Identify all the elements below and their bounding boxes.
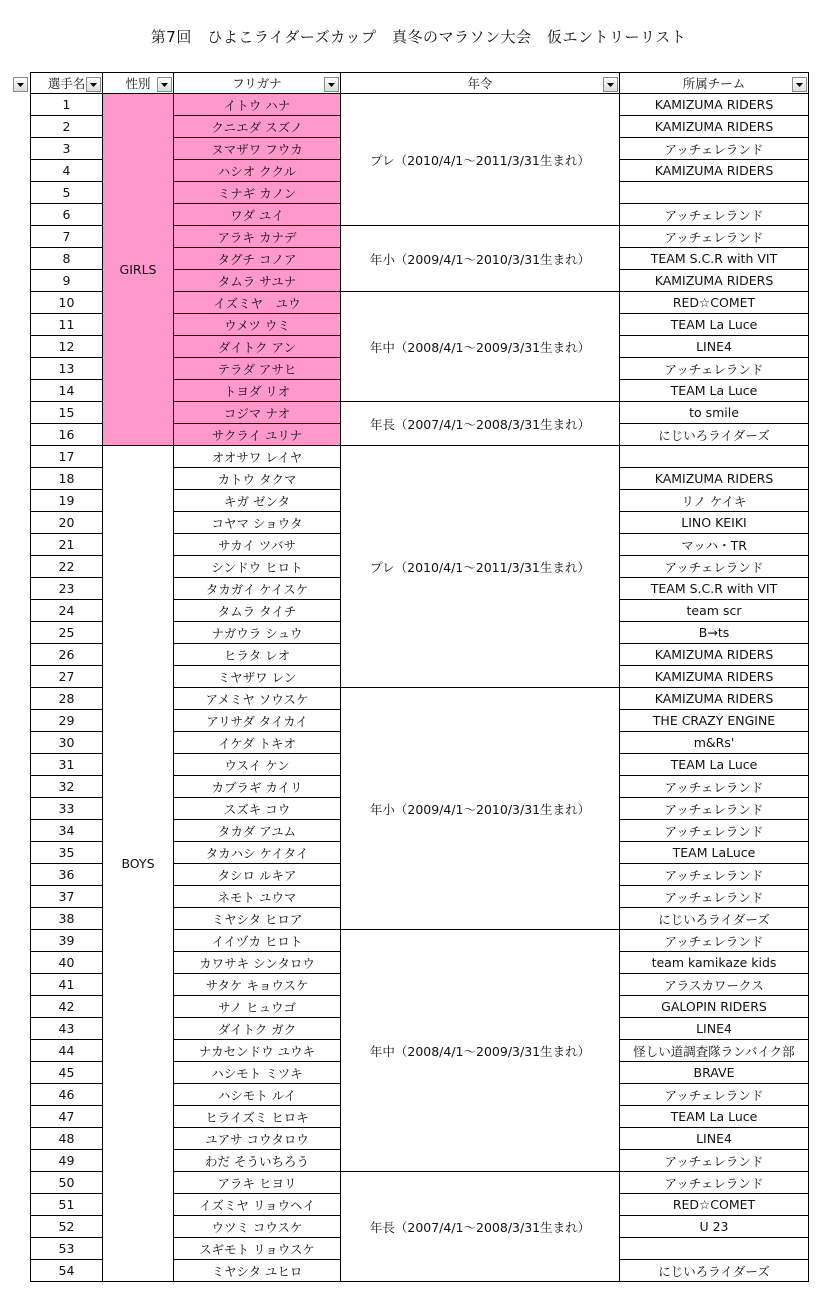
furigana-cell: ハシオ ククル xyxy=(173,159,341,182)
entry-number-cell: 49 xyxy=(30,1149,103,1172)
furigana-cell: ダイトク アン xyxy=(173,335,341,358)
entry-number-cell: 9 xyxy=(30,269,103,292)
furigana-cell: アラキ ヒヨリ xyxy=(173,1171,341,1194)
team-cell: team scr xyxy=(619,599,809,622)
dropdown-arrow-icon xyxy=(90,83,97,87)
team-cell: アッチェレランド xyxy=(619,203,809,226)
entry-number-cell: 1 xyxy=(30,93,103,116)
furigana-cell: イケダ トキオ xyxy=(173,731,341,754)
entry-number-cell: 31 xyxy=(30,753,103,776)
entry-number-cell: 8 xyxy=(30,247,103,270)
furigana-cell: タカガイ ケイスケ xyxy=(173,577,341,600)
entry-number-cell: 34 xyxy=(30,819,103,842)
entry-number-cell: 54 xyxy=(30,1259,103,1282)
filter-button-gender[interactable] xyxy=(157,77,172,92)
furigana-cell: サノ ヒュウゴ xyxy=(173,995,341,1018)
team-cell: アッチェレランド xyxy=(619,225,809,248)
entry-number-cell: 18 xyxy=(30,467,103,490)
gender-cell-girls: GIRLS xyxy=(102,93,174,446)
dropdown-arrow-icon xyxy=(796,83,803,87)
header-furigana: フリガナ xyxy=(173,72,341,94)
team-cell: アッチェレランド xyxy=(619,1083,809,1106)
entry-number-cell: 48 xyxy=(30,1127,103,1150)
entry-number-cell: 51 xyxy=(30,1193,103,1216)
entry-number-cell: 5 xyxy=(30,181,103,204)
furigana-cell: ミヤシタ ユヒロ xyxy=(173,1259,341,1282)
furigana-cell: コジマ ナオ xyxy=(173,401,341,424)
furigana-cell: ネモト ユウマ xyxy=(173,885,341,908)
age-category-cell: 年長（2007/4/1～2008/3/31生まれ） xyxy=(340,1171,620,1282)
team-cell: KAMIZUMA RIDERS xyxy=(619,269,809,292)
team-cell: KAMIZUMA RIDERS xyxy=(619,115,809,138)
furigana-cell: イイヅカ ヒロト xyxy=(173,929,341,952)
furigana-cell: ミナギ カノン xyxy=(173,181,341,204)
entry-number-cell: 20 xyxy=(30,511,103,534)
filter-button-number[interactable] xyxy=(86,77,101,92)
entry-number-cell: 37 xyxy=(30,885,103,908)
team-cell: TEAM La Luce xyxy=(619,379,809,402)
furigana-cell: タムラ サユナ xyxy=(173,269,341,292)
team-cell: アッチェレランド xyxy=(619,797,809,820)
entry-number-cell: 13 xyxy=(30,357,103,380)
filter-button-row[interactable] xyxy=(13,77,28,92)
dropdown-arrow-icon xyxy=(607,83,614,87)
team-cell: アッチェレランド xyxy=(619,555,809,578)
dropdown-arrow-icon xyxy=(17,83,24,87)
furigana-cell: イズミヤ ユウ xyxy=(173,291,341,314)
furigana-cell: ナガウラ シュウ xyxy=(173,621,341,644)
entry-number-cell: 36 xyxy=(30,863,103,886)
header-number: 選手名 xyxy=(30,72,103,94)
furigana-cell: タカダ アユム xyxy=(173,819,341,842)
team-cell: LINE4 xyxy=(619,335,809,358)
entry-number-cell: 52 xyxy=(30,1215,103,1238)
entry-number-cell: 3 xyxy=(30,137,103,160)
team-cell: KAMIZUMA RIDERS xyxy=(619,93,809,116)
team-cell: RED☆COMET xyxy=(619,1193,809,1216)
age-category-cell: 年長（2007/4/1～2008/3/31生まれ） xyxy=(340,401,620,446)
team-cell: to smile xyxy=(619,401,809,424)
furigana-cell: テラダ アサヒ xyxy=(173,357,341,380)
furigana-cell: クニエダ スズノ xyxy=(173,115,341,138)
entry-number-cell: 16 xyxy=(30,423,103,446)
furigana-cell: ダイトク ガク xyxy=(173,1017,341,1040)
team-cell: TEAM La Luce xyxy=(619,753,809,776)
furigana-cell: カトウ タクマ xyxy=(173,467,341,490)
team-cell: アッチェレランド xyxy=(619,775,809,798)
furigana-cell: タカハシ ケイタイ xyxy=(173,841,341,864)
team-cell: にじいろライダーズ xyxy=(619,1259,809,1282)
team-cell: TEAM LaLuce xyxy=(619,841,809,864)
entry-number-cell: 11 xyxy=(30,313,103,336)
furigana-cell: ワダ ユイ xyxy=(173,203,341,226)
team-cell: にじいろライダーズ xyxy=(619,907,809,930)
team-cell: U 23 xyxy=(619,1215,809,1238)
team-cell: TEAM La Luce xyxy=(619,313,809,336)
team-cell: マッハ・TR xyxy=(619,533,809,556)
team-cell: LINE4 xyxy=(619,1017,809,1040)
furigana-cell: ヒライズミ ヒロキ xyxy=(173,1105,341,1128)
furigana-cell: スズキ コウ xyxy=(173,797,341,820)
age-category-cell: 年小（2009/4/1～2010/3/31生まれ） xyxy=(340,687,620,930)
entry-number-cell: 43 xyxy=(30,1017,103,1040)
furigana-cell: ハシモト ルイ xyxy=(173,1083,341,1106)
entry-number-cell: 38 xyxy=(30,907,103,930)
team-cell: アッチェレランド xyxy=(619,885,809,908)
furigana-cell: ハシモト ミツキ xyxy=(173,1061,341,1084)
entry-number-cell: 30 xyxy=(30,731,103,754)
furigana-cell: アメミヤ ソウスケ xyxy=(173,687,341,710)
furigana-cell: イトウ ハナ xyxy=(173,93,341,116)
furigana-cell: スギモト リョウスケ xyxy=(173,1237,341,1260)
team-cell: アッチェレランド xyxy=(619,929,809,952)
entry-number-cell: 25 xyxy=(30,621,103,644)
furigana-cell: ナカセンドウ ユウキ xyxy=(173,1039,341,1062)
furigana-cell: オオサワ レイヤ xyxy=(173,445,341,468)
entry-number-cell: 14 xyxy=(30,379,103,402)
team-cell: にじいろライダーズ xyxy=(619,423,809,446)
furigana-cell: カワサキ シンタロウ xyxy=(173,951,341,974)
entry-number-cell: 23 xyxy=(30,577,103,600)
entry-number-cell: 4 xyxy=(30,159,103,182)
entry-number-cell: 7 xyxy=(30,225,103,248)
furigana-cell: イズミヤ リョウヘイ xyxy=(173,1193,341,1216)
team-cell: TEAM S.C.R with VIT xyxy=(619,247,809,270)
entry-number-cell: 32 xyxy=(30,775,103,798)
furigana-cell: ヒラタ レオ xyxy=(173,643,341,666)
team-cell: team kamikaze kids xyxy=(619,951,809,974)
team-cell: アラスカワークス xyxy=(619,973,809,996)
team-cell xyxy=(619,181,809,204)
team-cell: LINO KEIKI xyxy=(619,511,809,534)
entry-number-cell: 27 xyxy=(30,665,103,688)
team-cell: RED☆COMET xyxy=(619,291,809,314)
team-cell: アッチェレランド xyxy=(619,863,809,886)
team-cell xyxy=(619,445,809,468)
age-category-cell: 年中（2008/4/1～2009/3/31生まれ） xyxy=(340,929,620,1172)
team-cell: KAMIZUMA RIDERS xyxy=(619,467,809,490)
entry-number-cell: 24 xyxy=(30,599,103,622)
furigana-cell: タムラ タイチ xyxy=(173,599,341,622)
team-cell: KAMIZUMA RIDERS xyxy=(619,665,809,688)
furigana-cell: サクライ ユリナ xyxy=(173,423,341,446)
entry-number-cell: 53 xyxy=(30,1237,103,1260)
team-cell: アッチェレランド xyxy=(619,1171,809,1194)
entry-number-cell: 35 xyxy=(30,841,103,864)
team-cell: TEAM La Luce xyxy=(619,1105,809,1128)
entry-number-cell: 21 xyxy=(30,533,103,556)
filter-button-age[interactable] xyxy=(603,77,618,92)
furigana-cell: ウスイ ケン xyxy=(173,753,341,776)
entry-number-cell: 28 xyxy=(30,687,103,710)
dropdown-arrow-icon xyxy=(161,83,168,87)
entry-number-cell: 26 xyxy=(30,643,103,666)
team-cell: m&Rs' xyxy=(619,731,809,754)
furigana-cell: サタケ キョウスケ xyxy=(173,973,341,996)
gender-cell-boys: BOYS xyxy=(102,445,174,1282)
team-cell: KAMIZUMA RIDERS xyxy=(619,643,809,666)
filter-button-team[interactable] xyxy=(792,77,807,92)
entry-number-cell: 46 xyxy=(30,1083,103,1106)
team-cell: B→ts xyxy=(619,621,809,644)
entry-number-cell: 6 xyxy=(30,203,103,226)
entry-number-cell: 44 xyxy=(30,1039,103,1062)
team-cell: LINE4 xyxy=(619,1127,809,1150)
entry-number-cell: 29 xyxy=(30,709,103,732)
furigana-cell: タグチ コノア xyxy=(173,247,341,270)
team-cell: 怪しい道調査隊ランバイク部 xyxy=(619,1039,809,1062)
entry-number-cell: 42 xyxy=(30,995,103,1018)
furigana-cell: ウメツ ウミ xyxy=(173,313,341,336)
team-cell xyxy=(619,1237,809,1260)
entry-number-cell: 50 xyxy=(30,1171,103,1194)
furigana-cell: トヨダ リオ xyxy=(173,379,341,402)
team-cell: KAMIZUMA RIDERS xyxy=(619,687,809,710)
furigana-cell: サカイ ツバサ xyxy=(173,533,341,556)
team-cell: アッチェレランド xyxy=(619,357,809,380)
team-cell: KAMIZUMA RIDERS xyxy=(619,159,809,182)
furigana-cell: ウツミ コウスケ xyxy=(173,1215,341,1238)
furigana-cell: タシロ ルキア xyxy=(173,863,341,886)
team-cell: アッチェレランド xyxy=(619,137,809,160)
furigana-cell: ミヤシタ ヒロア xyxy=(173,907,341,930)
filter-button-furigana[interactable] xyxy=(324,77,339,92)
age-category-cell: プレ（2010/4/1～2011/3/31生まれ） xyxy=(340,445,620,688)
furigana-cell: キガ ゼンタ xyxy=(173,489,341,512)
team-cell: アッチェレランド xyxy=(619,1149,809,1172)
entry-number-cell: 33 xyxy=(30,797,103,820)
entry-number-cell: 2 xyxy=(30,115,103,138)
team-cell: アッチェレランド xyxy=(619,819,809,842)
team-cell: BRAVE xyxy=(619,1061,809,1084)
furigana-cell: コヤマ ショウタ xyxy=(173,511,341,534)
entry-number-cell: 41 xyxy=(30,973,103,996)
furigana-cell: シンドウ ヒロト xyxy=(173,555,341,578)
furigana-cell: カブラギ カイリ xyxy=(173,775,341,798)
furigana-cell: アリサダ タイカイ xyxy=(173,709,341,732)
entry-number-cell: 15 xyxy=(30,401,103,424)
entry-number-cell: 45 xyxy=(30,1061,103,1084)
age-category-cell: プレ（2010/4/1～2011/3/31生まれ） xyxy=(340,93,620,226)
entry-number-cell: 47 xyxy=(30,1105,103,1128)
furigana-cell: ユアサ コウタロウ xyxy=(173,1127,341,1150)
age-category-cell: 年小（2009/4/1～2010/3/31生まれ） xyxy=(340,225,620,292)
entry-number-cell: 22 xyxy=(30,555,103,578)
team-cell: リノ ケイキ xyxy=(619,489,809,512)
entry-number-cell: 40 xyxy=(30,951,103,974)
header-age: 年令 xyxy=(340,72,620,94)
entry-number-cell: 19 xyxy=(30,489,103,512)
age-category-cell: 年中（2008/4/1～2009/3/31生まれ） xyxy=(340,291,620,402)
dropdown-arrow-icon xyxy=(328,83,335,87)
header-team: 所属チーム xyxy=(619,72,809,94)
entry-number-cell: 10 xyxy=(30,291,103,314)
furigana-cell: アラキ カナデ xyxy=(173,225,341,248)
furigana-cell: ミヤザワ レン xyxy=(173,665,341,688)
team-cell: THE CRAZY ENGINE xyxy=(619,709,809,732)
team-cell: TEAM S.C.R with VIT xyxy=(619,577,809,600)
furigana-cell: わだ そういちろう xyxy=(173,1149,341,1172)
furigana-cell: ヌマザワ フウカ xyxy=(173,137,341,160)
entry-number-cell: 12 xyxy=(30,335,103,358)
team-cell: GALOPIN RIDERS xyxy=(619,995,809,1018)
entry-number-cell: 17 xyxy=(30,445,103,468)
entry-number-cell: 39 xyxy=(30,929,103,952)
header-gender: 性別 xyxy=(102,72,174,94)
page-title: 第7回 ひよこライダーズカップ 真冬のマラソン大会 仮エントリーリスト xyxy=(150,28,687,46)
